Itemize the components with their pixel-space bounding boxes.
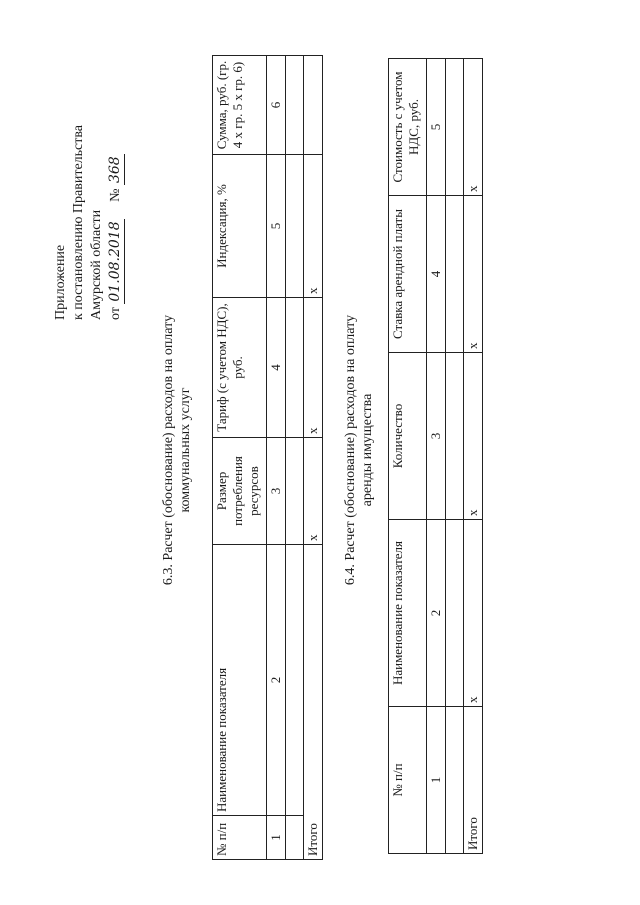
- column-header: Ставка арендной платы: [389, 196, 427, 353]
- table-cell: 1: [267, 816, 286, 860]
- section-64-title: [342, 285, 376, 615]
- table-header-row: [213, 56, 267, 860]
- column-header: Наименование показателя: [213, 545, 267, 816]
- total-cell-x: x: [304, 298, 323, 438]
- table-row: [446, 59, 464, 854]
- column-header: Наименование показателя: [389, 520, 427, 707]
- header-date-line: [106, 20, 125, 320]
- table-header-row: [389, 59, 427, 854]
- section-64-title-line-1: 6.4. Расчет (обоснование) расходов на оплату: [343, 314, 358, 586]
- rent-table: [388, 58, 483, 854]
- total-label: Итого: [304, 545, 323, 860]
- table-cell: 5: [427, 59, 446, 196]
- table-cell: 3: [427, 353, 446, 520]
- header-line-3: Амурской области: [89, 209, 104, 320]
- column-header: Количество: [389, 353, 427, 520]
- table-cell: [446, 353, 464, 520]
- utilities-table: [212, 55, 323, 860]
- table-cell: [286, 298, 304, 438]
- total-cell-x: x: [304, 438, 323, 545]
- total-row: [304, 56, 323, 860]
- section-63-title-line-1: 6.3. Расчет (обоснование) расходов на оплату: [161, 314, 176, 586]
- table-cell: [446, 520, 464, 707]
- table-cell: [446, 196, 464, 353]
- table-row: [267, 56, 286, 860]
- date-prefix: от: [108, 307, 123, 320]
- table-cell: 2: [267, 545, 286, 816]
- table-cell: [286, 545, 304, 816]
- table-row: [286, 56, 304, 860]
- handwritten-date: 01.08.2018: [107, 221, 123, 302]
- table-cell: 1: [427, 707, 446, 854]
- column-header: № п/п: [389, 707, 427, 854]
- table-cell: 4: [267, 298, 286, 438]
- table-cell: [286, 438, 304, 545]
- total-cell-x: x: [464, 196, 483, 353]
- table-cell: [304, 56, 323, 155]
- table-cell: 2: [427, 520, 446, 707]
- table-cell: 4: [427, 196, 446, 353]
- table-cell: 5: [267, 155, 286, 298]
- header-line-2: к постановлению Правительства: [71, 124, 86, 320]
- table-cell: [446, 59, 464, 196]
- table-cell: 3: [267, 438, 286, 545]
- header-line-1: Приложение: [53, 244, 68, 320]
- table-cell: [286, 816, 304, 860]
- column-header: Стоимость с учетом НДС, руб.: [389, 59, 427, 196]
- table-cell: 6: [267, 56, 286, 155]
- total-cell-x: x: [304, 155, 323, 298]
- total-cell-x: x: [464, 520, 483, 707]
- appendix-header: [52, 20, 125, 320]
- column-header: Индексация, %: [213, 155, 267, 298]
- column-header: Тариф (с учетом НДС), руб.: [213, 298, 267, 438]
- total-cell-x: x: [464, 59, 483, 196]
- table-row: [427, 59, 446, 854]
- section-63-title-line-2: коммунальных услуг: [178, 387, 193, 513]
- total-cell-x: x: [464, 353, 483, 520]
- table-cell: [446, 707, 464, 854]
- handwritten-number: 368: [107, 156, 123, 184]
- table-cell: [286, 56, 304, 155]
- number-prefix: №: [108, 188, 123, 202]
- column-header: Сумма, руб. (гр. 4 х гр. 5 х гр. 6): [213, 56, 267, 155]
- section-63-title: [160, 285, 194, 615]
- column-header: Размер потребления ресурсов: [213, 438, 267, 545]
- total-label: Итого: [464, 707, 483, 854]
- total-row: [464, 59, 483, 854]
- column-header: № п/п: [213, 816, 267, 860]
- section-64-title-line-2: аренды имущества: [360, 393, 375, 507]
- table-cell: [286, 155, 304, 298]
